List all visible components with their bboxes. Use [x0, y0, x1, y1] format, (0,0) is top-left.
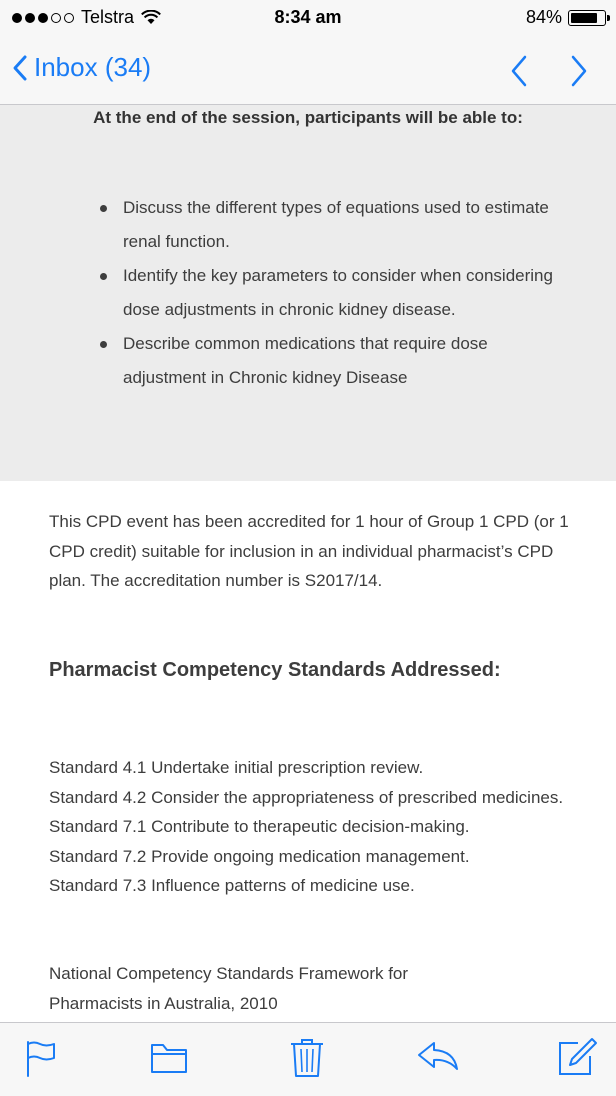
battery-group [526, 7, 606, 28]
standard-item: Standard 4.2 Consider the appropriateness of prescribed medicines. Standard 7.1 Contribute to therapeutic decision-making. [49, 787, 564, 836]
next-message-button[interactable] [568, 54, 590, 88]
objectives-list [100, 191, 560, 395]
folder-icon[interactable] [150, 1040, 188, 1076]
previous-message-button[interactable] [508, 54, 530, 88]
battery-fill [571, 13, 597, 23]
bottom-toolbar [0, 1022, 616, 1096]
reply-icon[interactable] [416, 1039, 460, 1073]
navigation-bar [0, 38, 616, 105]
learning-objectives-section [0, 105, 616, 481]
status-bar [0, 0, 616, 38]
carrier-name: Telstra [81, 7, 135, 27]
list-item: Identify the key parameters to consider when considering dose adjustments in chronic kidney disease. [100, 259, 560, 327]
standard-item: Standard 7.3 Influence patterns of medicine use. [49, 876, 415, 895]
battery-percent: 84% [525, 7, 562, 27]
chevron-left-icon [12, 54, 28, 82]
flag-icon[interactable] [24, 1040, 58, 1078]
email-body[interactable] [0, 105, 616, 1022]
battery-icon [568, 10, 606, 26]
list-item: Discuss the different types of equations used to estimate renal function. [100, 191, 560, 259]
compose-icon[interactable] [556, 1037, 598, 1077]
clock: 8:34 am [274, 7, 342, 27]
accreditation-paragraph: This CPD event has been accredited for 1 hour of Group 1 CPD (or 1 CPD credit) suitable for inclusion in an individual pharmacist’s CPD plan. The accreditation number is S2017/14. [49, 512, 569, 590]
objectives-intro: At the end of the session, participants will be able to: [93, 108, 523, 127]
back-label: Inbox (34) [34, 52, 152, 82]
standards-list [49, 753, 579, 901]
framework-paragraph: National Competency Standards Framework for Pharmacists in Australia, 2010 [49, 964, 409, 1013]
standards-heading: Pharmacist Competency Standards Addressed: [49, 659, 501, 681]
back-to-inbox-button[interactable] [12, 52, 151, 83]
battery-nub [607, 15, 610, 21]
standard-item: Standard 4.1 Undertake initial prescription review. [49, 758, 424, 777]
trash-icon[interactable] [289, 1037, 325, 1079]
standard-item: Standard 7.2 Provide ongoing medication management. [49, 846, 470, 866]
list-item: Describe common medications that require dose adjustment in Chronic kidney Disease [100, 327, 560, 395]
